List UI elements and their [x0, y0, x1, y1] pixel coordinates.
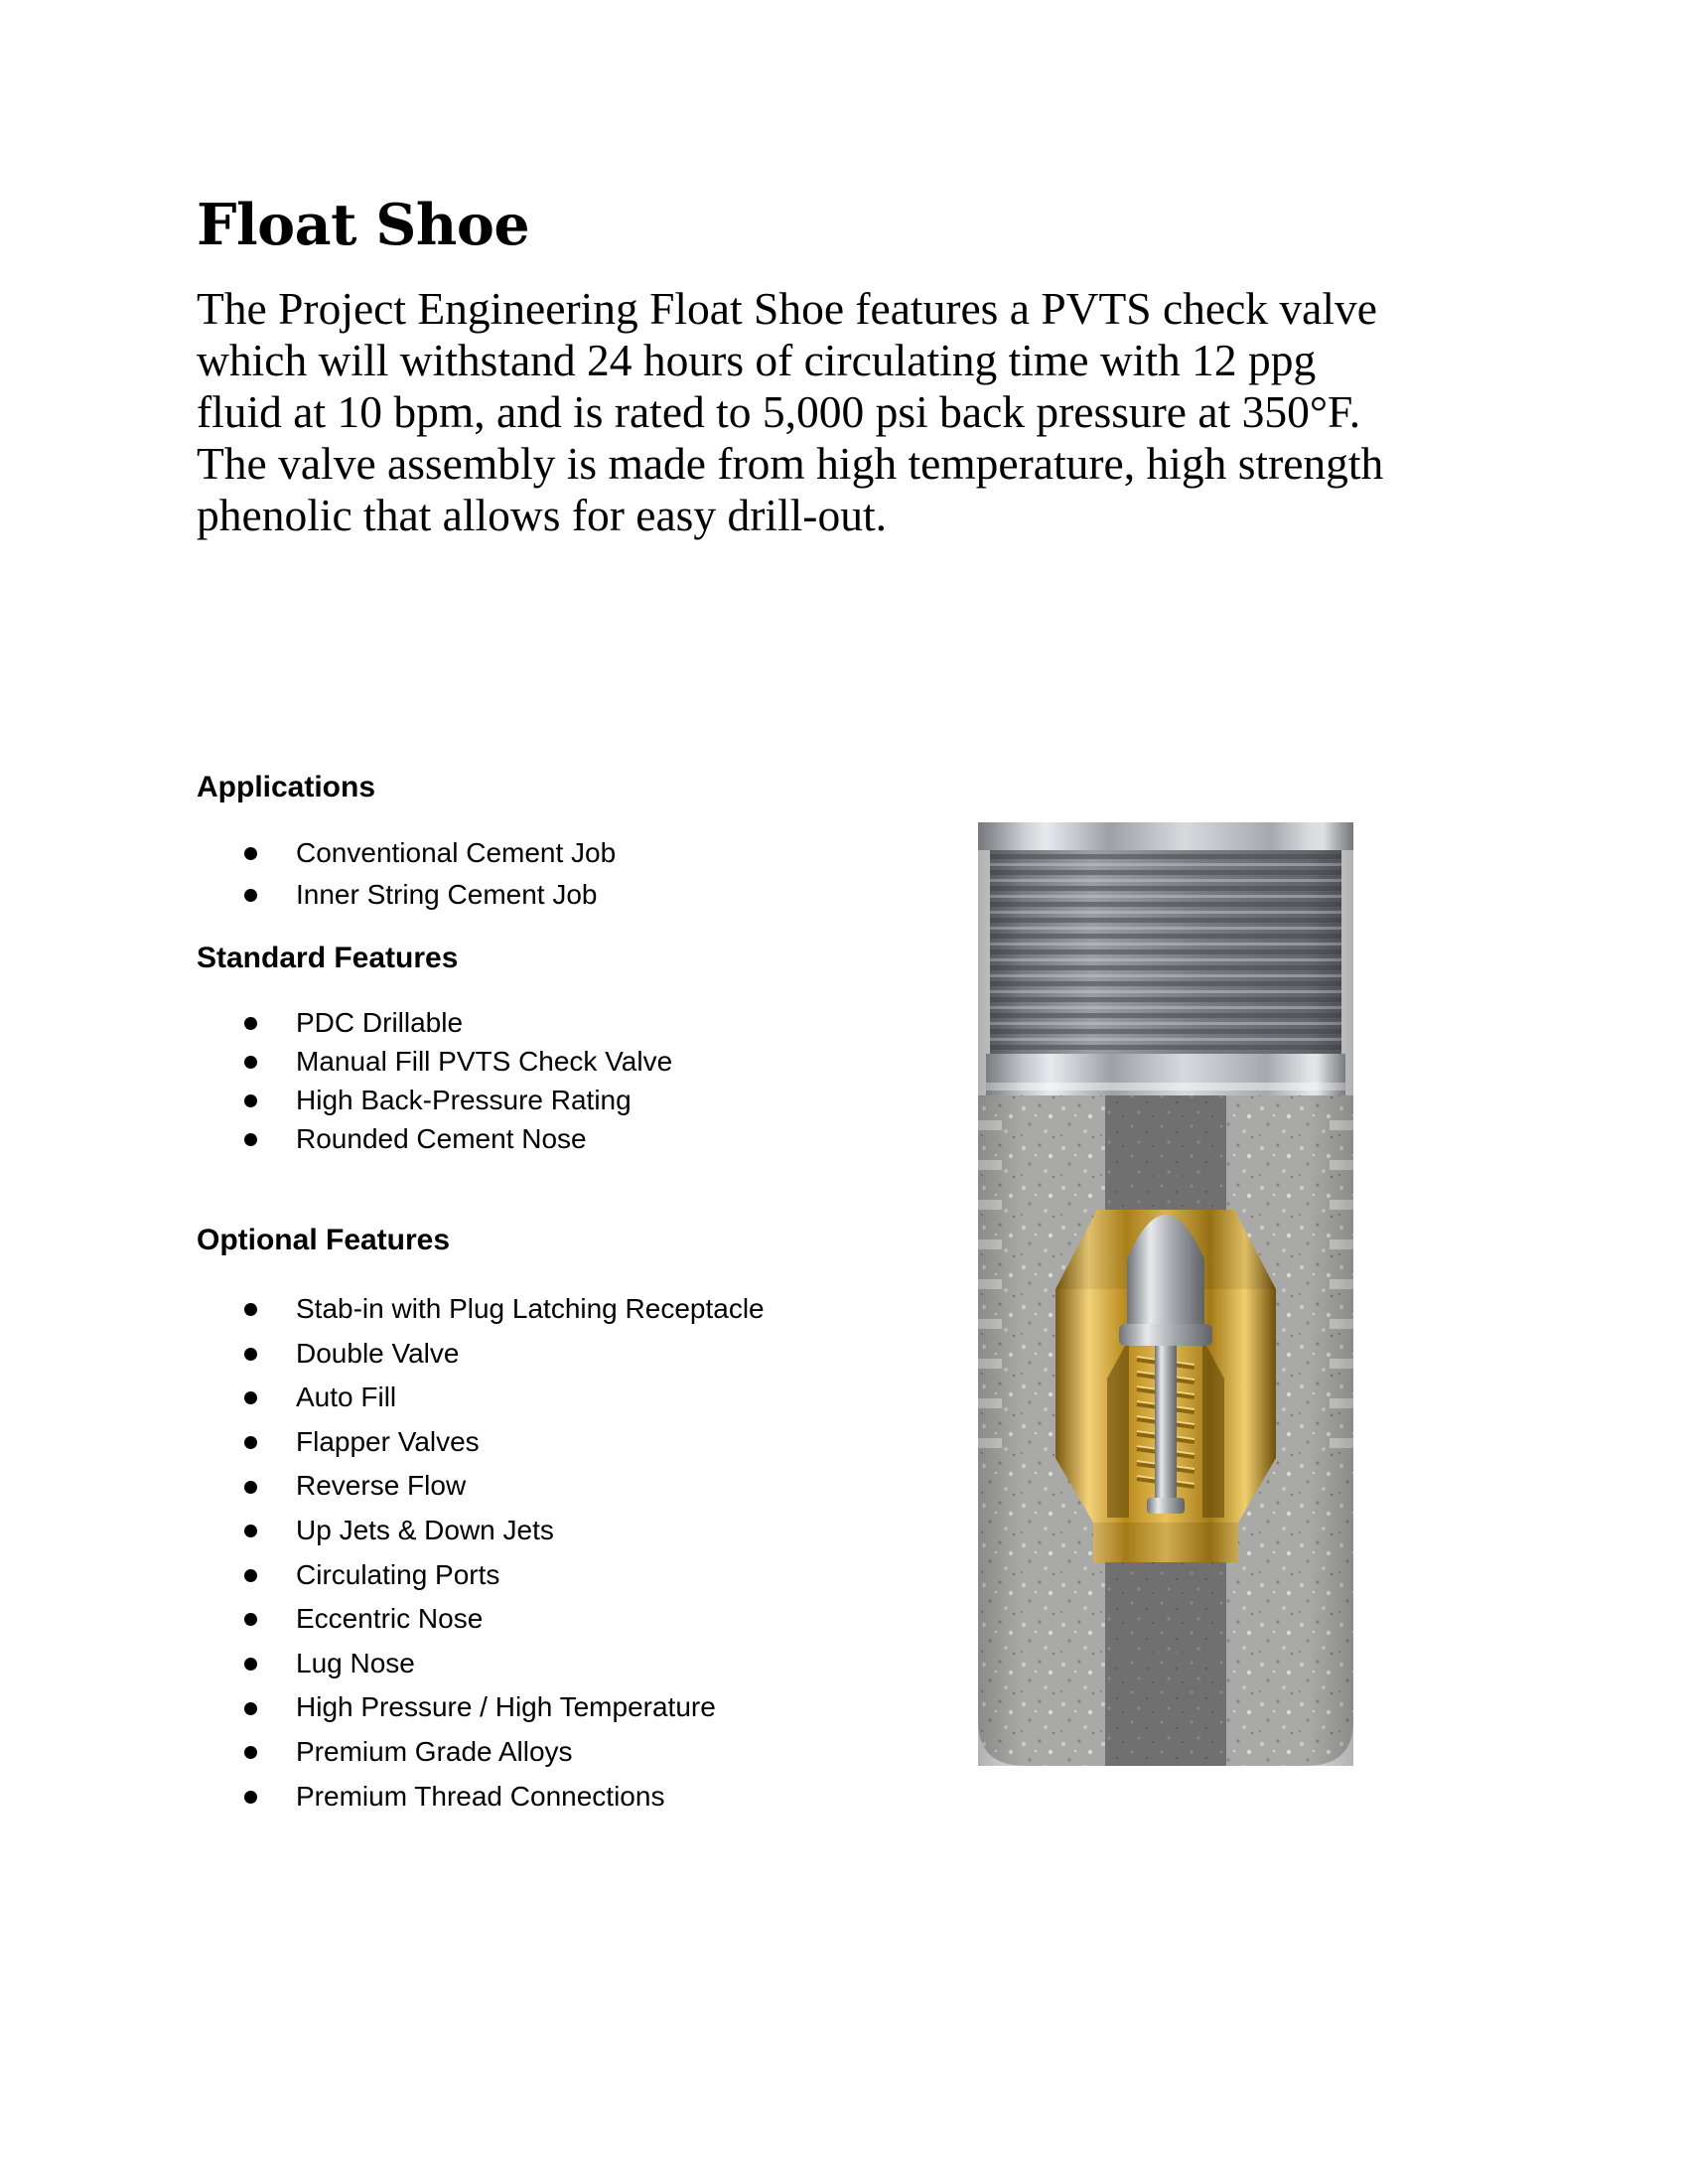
- bullet-icon: [244, 889, 257, 902]
- list-item-label: PDC Drillable: [296, 1007, 464, 1038]
- applications-section: [197, 770, 616, 916]
- bullet-icon: [244, 1436, 257, 1449]
- page-title: Float Shoe: [197, 192, 530, 258]
- list-item-label: Inner String Cement Job: [296, 879, 598, 910]
- list-item: [197, 1287, 765, 1332]
- optional-features-heading: Optional Features: [197, 1224, 451, 1256]
- list-item: [197, 1420, 765, 1465]
- standard-features-heading: Standard Features: [197, 942, 459, 974]
- bullet-icon: [244, 1525, 257, 1537]
- list-item: [197, 1730, 765, 1775]
- bullet-icon: [244, 1702, 257, 1715]
- list-item-label: Auto Fill: [296, 1382, 397, 1413]
- list-item-label: High Back-Pressure Rating: [296, 1085, 632, 1115]
- list-item-label: High Pressure / High Temperature: [296, 1691, 716, 1723]
- bullet-icon: [244, 1303, 257, 1316]
- list-item-label: Lug Nose: [296, 1647, 415, 1678]
- list-item: [197, 1376, 765, 1420]
- bullet-icon: [244, 1658, 257, 1671]
- intro-line: phenolic that allows for easy drill-out.: [197, 490, 887, 540]
- bullet-icon: [244, 1056, 257, 1069]
- list-item: [197, 874, 616, 916]
- float-shoe-image: [978, 822, 1353, 1766]
- float-shoe-cutaway-icon: [978, 822, 1353, 1766]
- list-item: [197, 1332, 765, 1377]
- list-item: [197, 832, 616, 874]
- applications-list: [197, 832, 616, 916]
- applications-heading: Applications: [197, 771, 376, 803]
- bullet-icon: [244, 1348, 257, 1361]
- list-item: [197, 1464, 765, 1509]
- bullet-icon: [244, 1094, 257, 1107]
- list-item: [197, 1597, 765, 1642]
- bullet-icon: [244, 1017, 257, 1030]
- standard-features-section: [197, 941, 672, 1158]
- list-item-label: Reverse Flow: [296, 1470, 467, 1502]
- intro-line: The Project Engineering Float Shoe features a PVTS check valve: [197, 283, 1377, 334]
- bullet-icon: [244, 1481, 257, 1494]
- intro-line: fluid at 10 bpm, and is rated to 5,000 psi back pressure at 350°F.: [197, 386, 1361, 437]
- intro-line: The valve assembly is made from high temperature, high strength: [197, 438, 1384, 489]
- list-item-label: Stab-in with Plug Latching Receptacle: [296, 1293, 765, 1324]
- optional-features-section: [197, 1223, 765, 1819]
- list-item-label: Up Jets & Down Jets: [296, 1514, 554, 1545]
- intro-paragraph: [197, 283, 1487, 541]
- list-item-label: Circulating Ports: [296, 1558, 500, 1590]
- bullet-icon: [244, 1746, 257, 1759]
- list-item-label: Premium Thread Connections: [296, 1780, 665, 1812]
- list-item: [197, 1119, 672, 1158]
- list-item: [197, 1042, 672, 1081]
- list-item-label: Manual Fill PVTS Check Valve: [296, 1046, 673, 1077]
- list-item-label: Premium Grade Alloys: [296, 1735, 573, 1767]
- bullet-icon: [244, 1613, 257, 1626]
- list-item-label: Flapper Valves: [296, 1425, 480, 1457]
- list-item: [197, 1775, 765, 1820]
- bullet-icon: [244, 1391, 257, 1404]
- standard-features-list: [197, 1003, 672, 1158]
- bullet-icon: [244, 1569, 257, 1582]
- list-item-label: Double Valve: [296, 1337, 460, 1369]
- list-item: [197, 1081, 672, 1119]
- list-item: [197, 1685, 765, 1730]
- list-item-label: Eccentric Nose: [296, 1603, 484, 1635]
- list-item: [197, 1509, 765, 1553]
- bullet-icon: [244, 1791, 257, 1804]
- list-item-label: Conventional Cement Job: [296, 837, 617, 868]
- list-item: [197, 1642, 765, 1686]
- bullet-icon: [244, 847, 257, 860]
- intro-line: which will withstand 24 hours of circulating time with 12 ppg: [197, 335, 1317, 385]
- bullet-icon: [244, 1133, 257, 1146]
- optional-features-list: [197, 1287, 765, 1819]
- list-item-label: Rounded Cement Nose: [296, 1123, 587, 1154]
- list-item: [197, 1553, 765, 1598]
- list-item: [197, 1003, 672, 1042]
